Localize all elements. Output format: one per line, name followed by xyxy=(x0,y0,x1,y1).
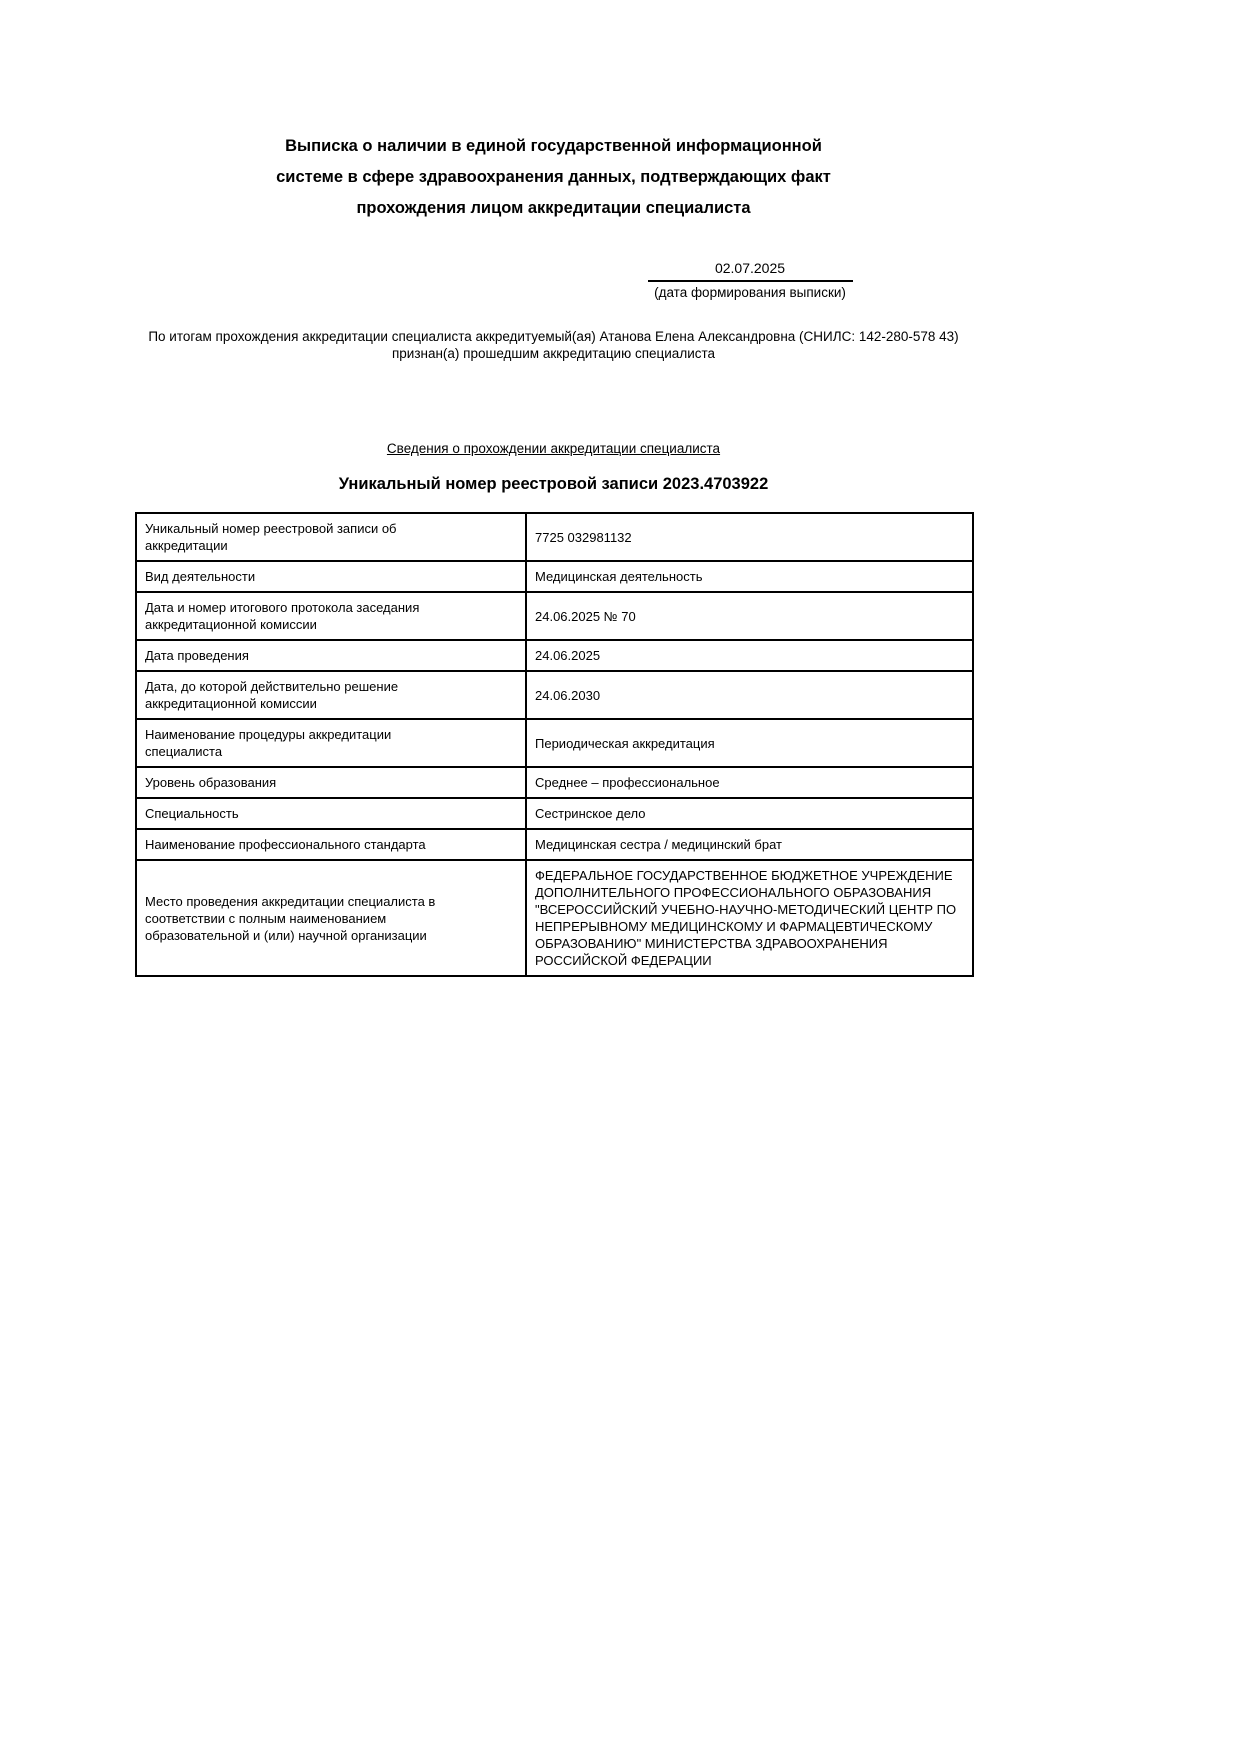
intro-paragraph: По итогам прохождения аккредитации специалиста аккредитуемый(ая) Атанова Елена Александровна (СНИЛС: 142-280-578 43) признан(а) прошедшим аккредитацию специалиста xyxy=(148,329,959,361)
document-content xyxy=(135,0,972,977)
table-row xyxy=(136,671,973,719)
document-title-line-3: прохождения лицом аккредитации специалиста xyxy=(356,199,751,217)
table-row xyxy=(136,767,973,798)
document-title-line-2: системе в сфере здравоохранения данных, подтверждающих факт xyxy=(276,168,831,186)
field-label: Наименование профессионального стандарта xyxy=(136,829,526,860)
field-label: Дата, до которой действительно решение аккредитационной комиссии xyxy=(136,671,526,719)
registry-number-heading: Уникальный номер реестровой записи 2023.4703922 xyxy=(338,475,769,493)
field-value: 24.06.2030 xyxy=(526,671,973,719)
accreditation-table xyxy=(135,512,974,977)
formation-date-caption: (дата формирования выписки) xyxy=(654,285,846,300)
field-value: ФЕДЕРАЛЬНОЕ ГОСУДАРСТВЕННОЕ БЮДЖЕТНОЕ УЧРЕЖДЕНИЕ ДОПОЛНИТЕЛЬНОГО ПРОФЕССИОНАЛЬНОГО ОБРАЗОВАНИЯ "ВСЕРОССИЙСКИЙ УЧЕБНО-НАУЧНО-МЕТОДИЧЕСКИЙ ЦЕНТР ПО НЕПРЕРЫВНОМУ МЕДИЦИНСКОМУ И ФАРМАЦЕВТИЧЕСКОМУ ОБРАЗОВАНИЮ" МИНИСТЕРСТВА ЗДРАВООХРАНЕНИЯ РОССИЙСКОЙ ФЕДЕРАЦИИ xyxy=(526,860,973,976)
field-label: Место проведения аккредитации специалиста в соответствии с полным наименованием образовательной и (или) научной организации xyxy=(136,860,526,976)
field-label: Дата проведения xyxy=(136,640,526,671)
field-value: 7725 032981132 xyxy=(526,513,973,561)
field-value: Медицинская деятельность xyxy=(526,561,973,592)
field-label: Уникальный номер реестровой записи об аккредитации xyxy=(136,513,526,561)
document-title xyxy=(135,131,972,224)
table-row xyxy=(136,719,973,767)
formation-date-value: 02.07.2025 xyxy=(648,260,853,282)
table-row xyxy=(136,798,973,829)
field-value: Медицинская сестра / медицинский брат xyxy=(526,829,973,860)
field-value: Сестринское дело xyxy=(526,798,973,829)
field-label: Уровень образования xyxy=(136,767,526,798)
field-label: Дата и номер итогового протокола заседания аккредитационной комиссии xyxy=(136,592,526,640)
field-value: 24.06.2025 xyxy=(526,640,973,671)
table-row xyxy=(136,561,973,592)
field-label: Наименование процедуры аккредитации специалиста xyxy=(136,719,526,767)
document-title-line-1: Выписка о наличии в единой государственной информационной xyxy=(285,137,822,155)
formation-date-block xyxy=(625,260,875,301)
table-row xyxy=(136,829,973,860)
field-label: Специальность xyxy=(136,798,526,829)
table-row xyxy=(136,640,973,671)
section-heading: Сведения о прохождении аккредитации специалиста xyxy=(386,441,721,456)
table-row xyxy=(136,513,973,561)
field-label: Вид деятельности xyxy=(136,561,526,592)
table-row xyxy=(136,592,973,640)
table-row xyxy=(136,860,973,976)
field-value: Периодическая аккредитация xyxy=(526,719,973,767)
field-value: 24.06.2025 № 70 xyxy=(526,592,973,640)
field-value: Среднее – профессиональное xyxy=(526,767,973,798)
